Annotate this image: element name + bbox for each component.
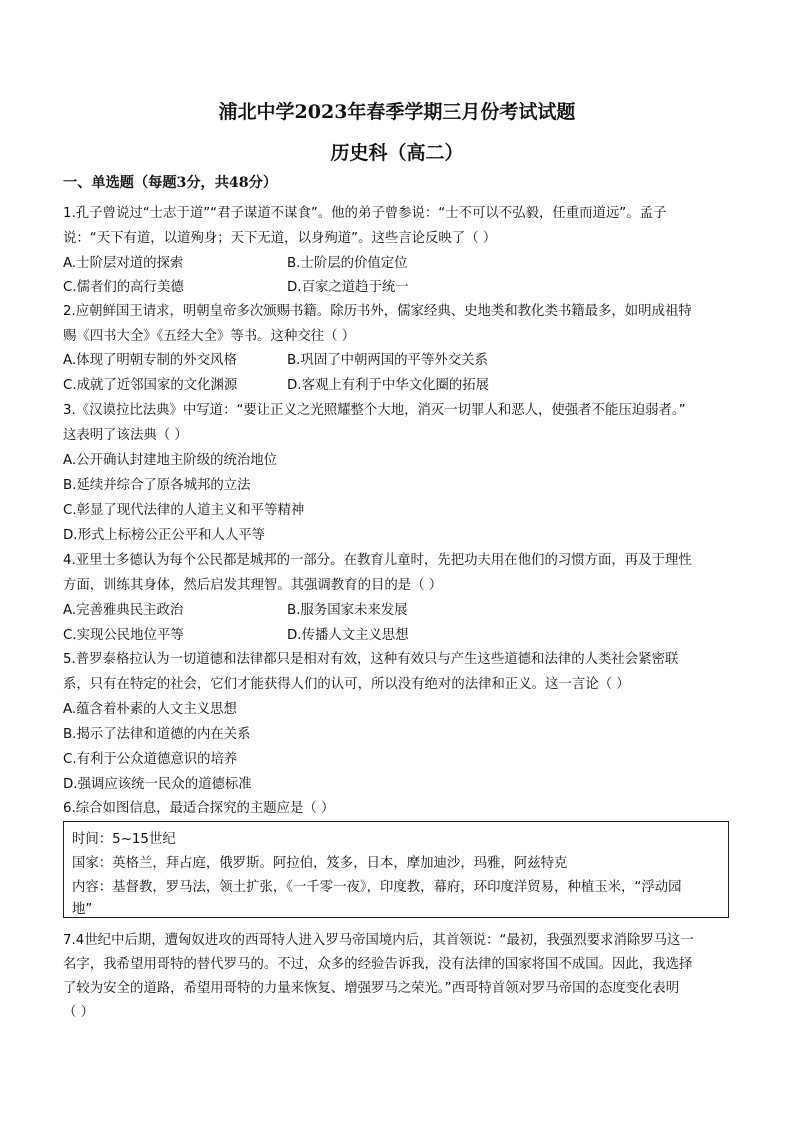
exam-title: 浦北中学2023年春季学期三月份考试试题 [218,101,576,123]
q1-option-c: C.儒者们的高行美德 [63,280,184,295]
exam-subtitle: 历史科（高二） [330,142,464,164]
q7-stem-line4: （ ） [63,1005,95,1020]
q4-option-b: B.服务国家未来发展 [287,603,408,618]
q1-option-b: B.士阶层的价值定位 [287,256,408,271]
q3-option-b: B.延续并综合了原各城邦的立法 [63,478,251,493]
q6-box-content-cont: 地” [72,902,93,917]
q1-stem-line2: 说：“天下有道，以道殉身；天下无道，以身殉道”。这些言论反映了（ ） [63,231,497,246]
q6-box-country: 国家：英格兰，拜占庭，俄罗斯。阿拉伯，笈多，日本，摩加迪沙，玛雅，阿兹特克 [72,856,568,871]
q4-option-c: C.实现公民地位平等 [63,628,184,643]
q5-option-a: A.蕴含着朴素的人文主义思想 [63,702,237,717]
q4-stem-line2: 方面，训练其身体，然后启发其理智。其强调教育的目的是（ ） [63,578,443,593]
q5-stem-line2: 系，只有在特定的社会，它们才能获得人们的认可，所以没有绝对的法律和正义。这一言论（ ） [63,677,630,692]
q5-stem-line1: 5.普罗泰格拉认为一切道德和法律都只是相对有效，这种有效只与产生这些道德和法律的人类社会紧密联 [63,652,679,667]
q2-option-d: D.客观上有利于中华文化圈的拓展 [287,378,490,393]
section-heading: 一、单选题（每题3分，共48分） [63,175,278,191]
q5-option-b: B.揭示了法律和道德的内在关系 [63,727,251,742]
q4-option-d: D.传播人文主义思想 [287,628,409,643]
q2-option-a: A.体现了明朝专制的外交风格 [63,353,237,368]
q5-option-c: C.有利于公众道德意识的培养 [63,752,238,767]
q6-box-time: 时间：5~15世纪 [72,832,176,847]
q3-option-d: D.形式上标榜公正公平和人人平等 [63,528,266,543]
q7-stem-line1: 7.4世纪中后期，遭匈奴进攻的西哥特人进入罗马帝国境内后，其首领说：“最初，我强烈要求消除罗马这一 [63,933,694,948]
q4-stem-line1: 4.亚里士多德认为每个公民都是城邦的一部分。在教育儿童时，先把功夫用在他们的习惯方面，再及于理性 [63,553,692,568]
q6-info-box [63,821,729,918]
q2-option-b: B.巩固了中朝两国的平等外交关系 [287,353,488,368]
q6-stem-line1: 6.综合如图信息，最适合探究的主题应是（ ） [63,801,335,816]
q3-option-a: A.公开确认封建地主阶级的统治地位 [63,453,278,468]
q4-option-a: A.完善雅典民主政治 [63,603,184,618]
q5-option-d: D.强调应该统一民众的道德标准 [63,777,252,792]
q3-option-c: C.彰显了现代法律的人道主义和平等精神 [63,503,305,518]
q7-stem-line2: 名字，我希望用哥特的替代罗马的。不过，众多的经验告诉我，没有法律的国家将国不成国。因此，我选择 [63,957,693,972]
q1-option-d: D.百家之道趋于统一 [287,280,409,295]
q7-stem-line3: 了较为安全的道路，希望用哥特的力量来恢复、增强罗马之荣光。”西哥特首领对罗马帝国的态度变化表明 [63,981,680,996]
q3-stem-line1: 3.《汉谟拉比法典》中写道：“要让正义之光照耀整个大地，消灭一切罪人和恶人，使强者不能压迫弱者。” [63,403,686,418]
q1-stem-line1: 1.孔子曾说过“士志于道”“君子谋道不谋食”。他的弟子曾参说：“士不可以不弘毅，任重而道远”。孟子 [63,206,667,221]
q2-option-c: C.成就了近邻国家的文化渊源 [63,378,238,393]
q1-option-a: A.士阶层对道的探索 [63,256,184,271]
q2-stem-line1: 2.应朝鲜国王请求，明朝皇帝多次颁赐书籍。除历书外，儒家经典、史地类和教化类书籍最多，如明成祖特 [63,304,692,319]
q3-stem-line2: 这表明了该法典（ ） [63,428,188,443]
q2-stem-line2: 赐《四书大全》《五经大全》等书。这种交往（ ） [63,329,356,344]
q6-box-content: 内容：基督教，罗马法，领土扩张，《一千零一夜》，印度教，幕府，环印度洋贸易，种植玉米，“浮动园 [72,880,682,895]
